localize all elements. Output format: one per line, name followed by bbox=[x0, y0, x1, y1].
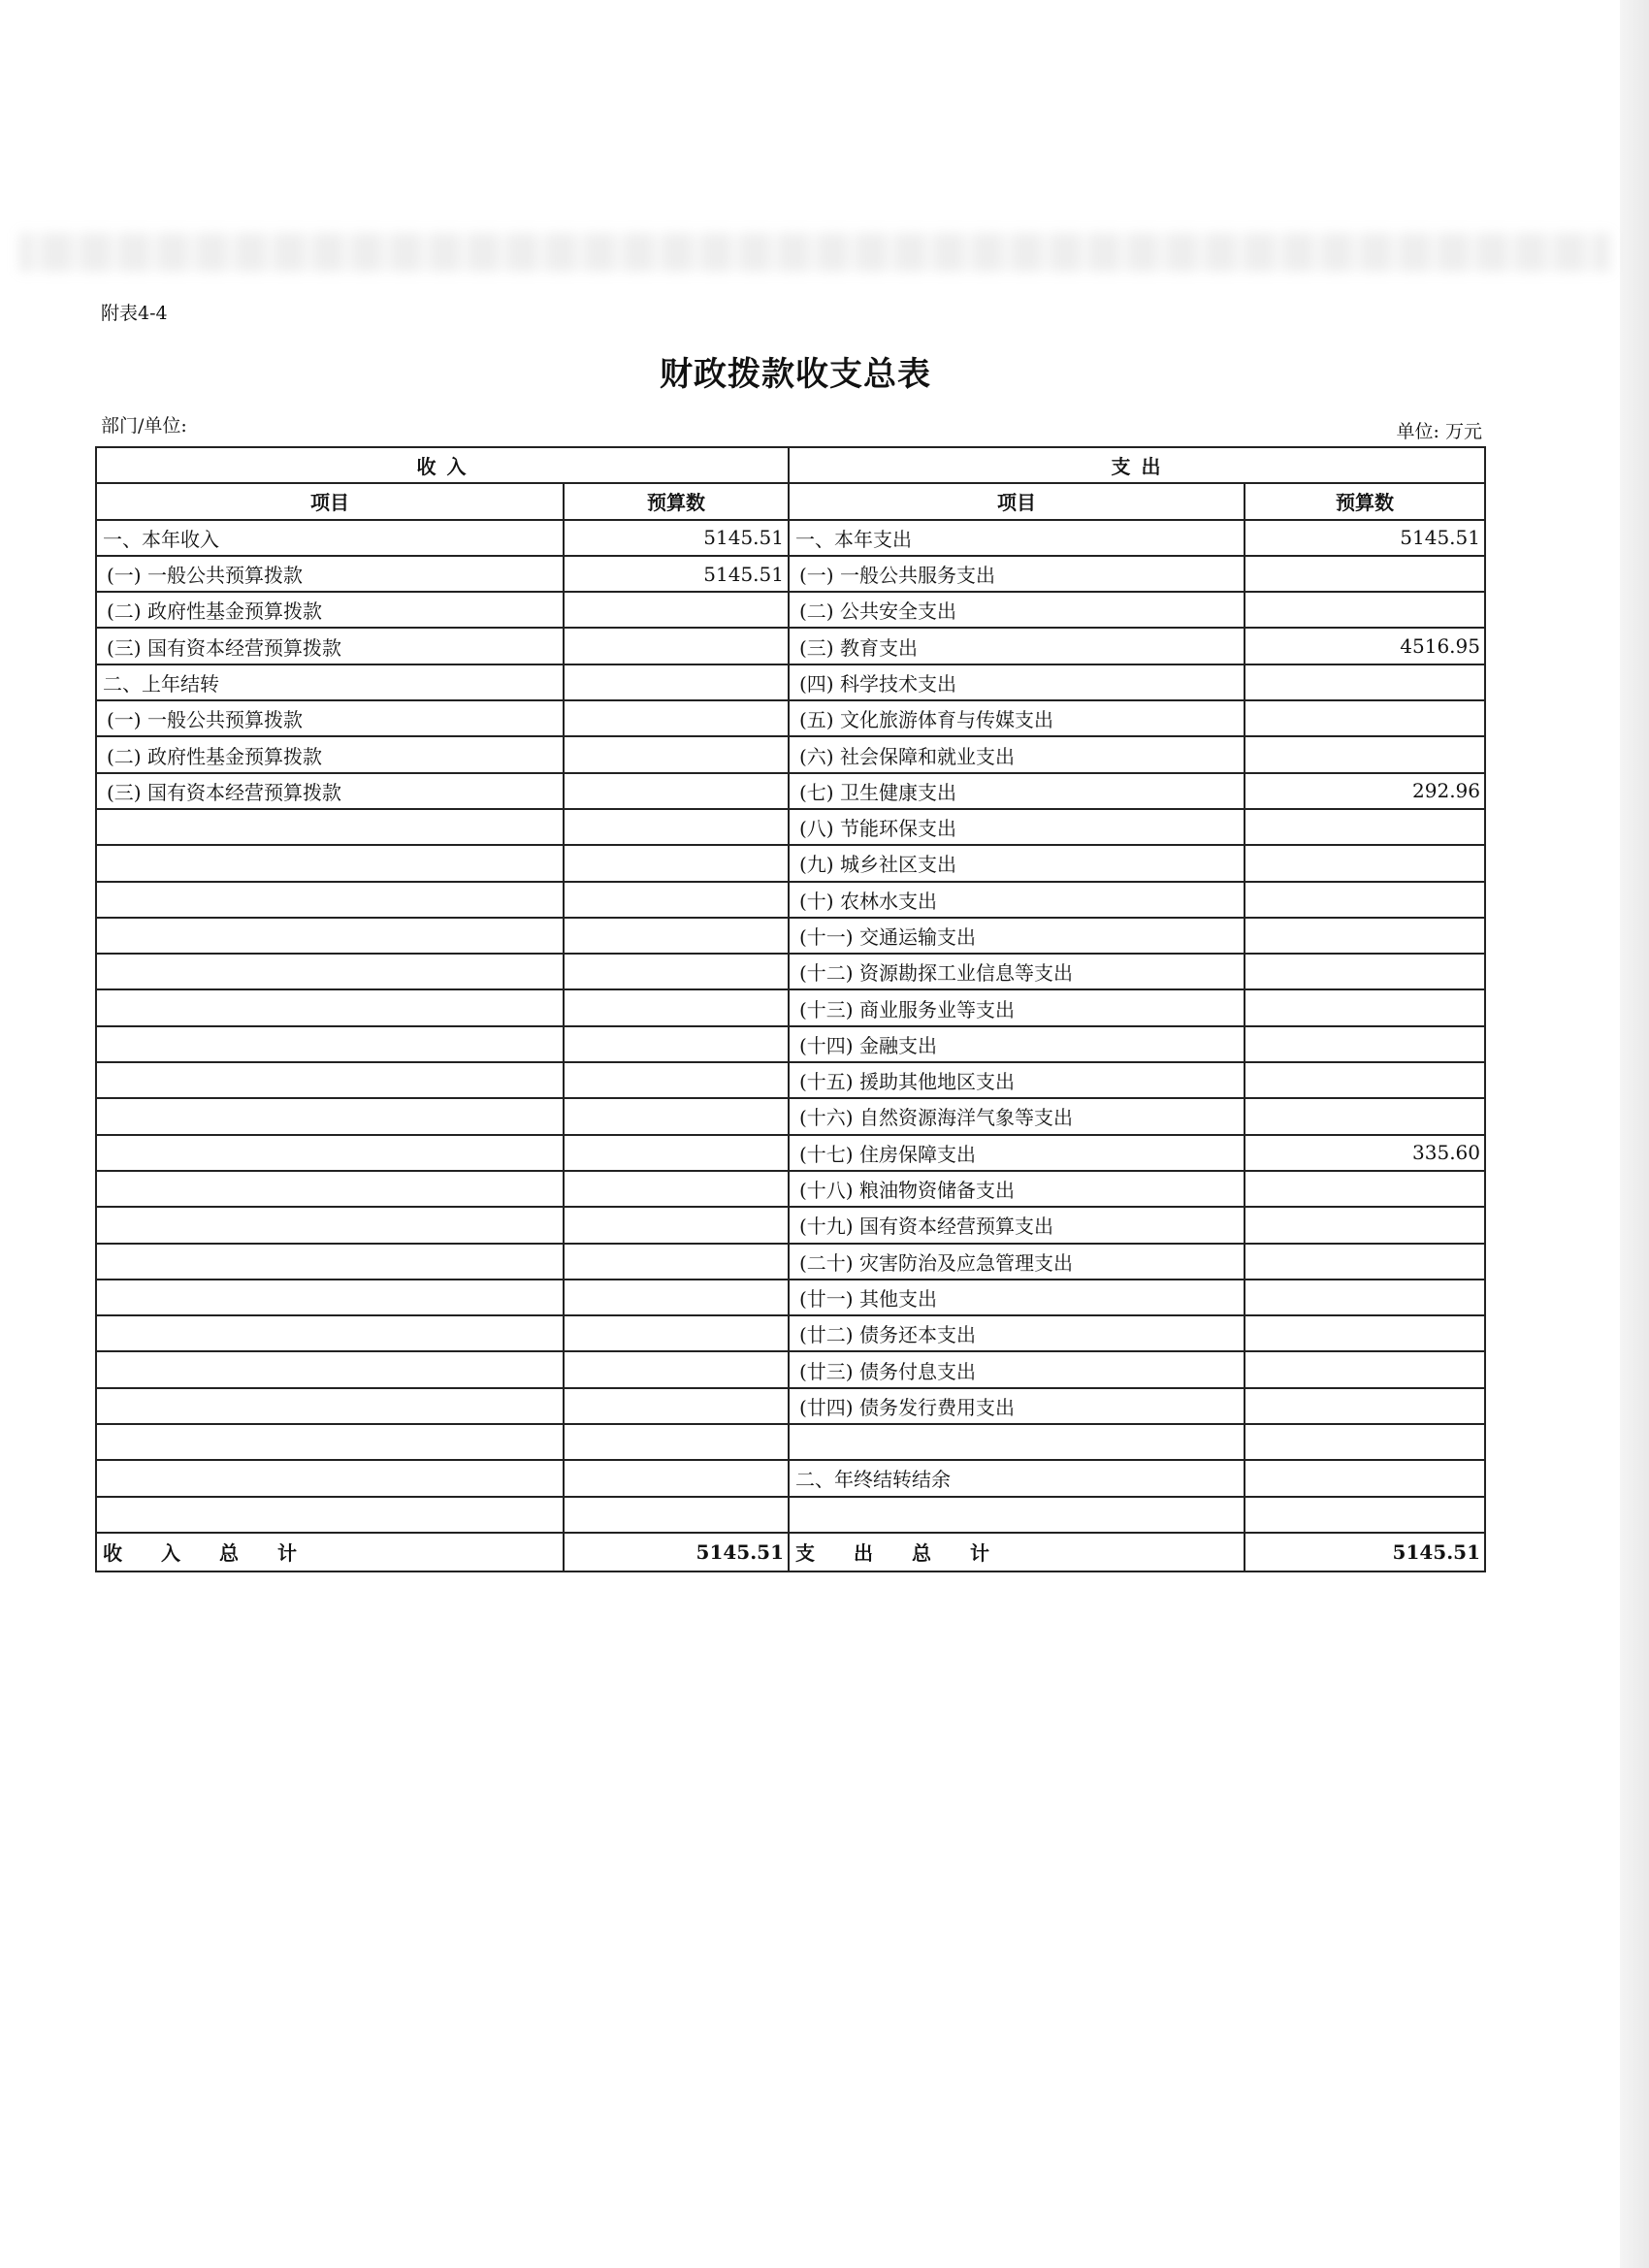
expense-item-cell: (三) 教育支出 bbox=[789, 628, 1245, 664]
income-value-cell bbox=[564, 1388, 789, 1424]
expense-item-cell: (二十) 灾害防治及应急管理支出 bbox=[789, 1244, 1245, 1280]
expense-value-cell bbox=[1245, 736, 1485, 772]
income-total-label-char: 收 bbox=[103, 1541, 122, 1566]
table-row bbox=[96, 736, 1485, 772]
income-item-cell bbox=[96, 1497, 564, 1533]
table-row bbox=[96, 989, 1485, 1025]
expense-item-cell: (廿一) 其他支出 bbox=[789, 1280, 1245, 1315]
annex-label: 附表4-4 bbox=[101, 303, 168, 324]
budget-table bbox=[95, 446, 1486, 1572]
income-item-cell: (一) 一般公共预算拨款 bbox=[96, 700, 564, 736]
income-value-cell bbox=[564, 954, 789, 989]
expense-section-header: 支 出 bbox=[789, 447, 1485, 483]
expense-item-cell: (二) 公共安全支出 bbox=[789, 592, 1245, 628]
expense-item-cell: (十六) 自然资源海洋气象等支出 bbox=[789, 1098, 1245, 1134]
expense-value-cell bbox=[1245, 1207, 1485, 1243]
expense-item-cell: (八) 节能环保支出 bbox=[789, 809, 1245, 845]
income-value-cell bbox=[564, 1062, 789, 1098]
income-value-cell bbox=[564, 1207, 789, 1243]
expense-value-cell: 5145.51 bbox=[1245, 520, 1485, 556]
table-row bbox=[96, 1351, 1485, 1387]
expense-value-cell bbox=[1245, 664, 1485, 700]
show-through-bleed bbox=[19, 233, 1610, 272]
expense-item-cell: (十一) 交通运输支出 bbox=[789, 918, 1245, 954]
table-row bbox=[96, 954, 1485, 989]
income-value-cell bbox=[564, 736, 789, 772]
income-value-cell bbox=[564, 628, 789, 664]
income-total-value: 5145.51 bbox=[564, 1533, 789, 1571]
scan-edge-shadow bbox=[1620, 0, 1649, 2268]
expense-item-cell: (五) 文化旅游体育与传媒支出 bbox=[789, 700, 1245, 736]
income-value-cell bbox=[564, 1135, 789, 1171]
income-item-cell bbox=[96, 1098, 564, 1134]
income-value-cell bbox=[564, 592, 789, 628]
income-value-cell bbox=[564, 700, 789, 736]
expense-value-cell bbox=[1245, 1280, 1485, 1315]
expense-total-value: 5145.51 bbox=[1245, 1533, 1485, 1571]
expense-item-cell: (十九) 国有资本经营预算支出 bbox=[789, 1207, 1245, 1243]
table-row bbox=[96, 700, 1485, 736]
income-value-cell: 5145.51 bbox=[564, 556, 789, 592]
table-row bbox=[96, 1135, 1485, 1171]
expense-item-cell: (十三) 商业服务业等支出 bbox=[789, 989, 1245, 1025]
page-title: 财政拨款收支总表 bbox=[660, 355, 931, 394]
income-item-cell bbox=[96, 882, 564, 918]
expense-value-cell bbox=[1245, 1244, 1485, 1280]
income-value-cell bbox=[564, 1026, 789, 1062]
expense-value-cell bbox=[1245, 809, 1485, 845]
table-row bbox=[96, 809, 1485, 845]
expense-item-cell: (十) 农林水支出 bbox=[789, 882, 1245, 918]
expense-value-cell bbox=[1245, 1497, 1485, 1533]
expense-value-cell: 335.60 bbox=[1245, 1135, 1485, 1171]
income-item-cell bbox=[96, 1062, 564, 1098]
income-item-cell bbox=[96, 1424, 564, 1460]
table-row bbox=[96, 1460, 1485, 1496]
totals-row bbox=[96, 1533, 1485, 1571]
expense-item-column-header: 项目 bbox=[789, 483, 1245, 519]
table-row bbox=[96, 1424, 1485, 1460]
income-value-cell bbox=[564, 845, 789, 881]
income-item-cell bbox=[96, 1244, 564, 1280]
income-total-label-char: 总 bbox=[219, 1541, 239, 1566]
expense-value-cell bbox=[1245, 700, 1485, 736]
table-row bbox=[96, 1388, 1485, 1424]
table-row bbox=[96, 882, 1485, 918]
income-item-cell bbox=[96, 1315, 564, 1351]
table-row bbox=[96, 1062, 1485, 1098]
table-row bbox=[96, 845, 1485, 881]
expense-item-cell: (七) 卫生健康支出 bbox=[789, 773, 1245, 809]
table-row bbox=[96, 1315, 1485, 1351]
table-row bbox=[96, 918, 1485, 954]
expense-item-cell: (廿四) 债务发行费用支出 bbox=[789, 1388, 1245, 1424]
income-value-cell bbox=[564, 1460, 789, 1496]
income-item-cell bbox=[96, 954, 564, 989]
expense-value-cell: 4516.95 bbox=[1245, 628, 1485, 664]
income-value-cell bbox=[564, 882, 789, 918]
income-item-cell bbox=[96, 989, 564, 1025]
expense-item-cell: (十二) 资源勘探工业信息等支出 bbox=[789, 954, 1245, 989]
income-value-cell: 5145.51 bbox=[564, 520, 789, 556]
income-total-label-char: 计 bbox=[277, 1541, 297, 1566]
income-value-cell bbox=[564, 1315, 789, 1351]
income-value-cell bbox=[564, 989, 789, 1025]
expense-item-cell: (十五) 援助其他地区支出 bbox=[789, 1062, 1245, 1098]
expense-total-label bbox=[789, 1533, 1245, 1571]
income-item-cell bbox=[96, 1388, 564, 1424]
income-item-cell: (三) 国有资本经营预算拨款 bbox=[96, 628, 564, 664]
income-item-cell bbox=[96, 1026, 564, 1062]
table-row bbox=[96, 1244, 1485, 1280]
expense-value-cell bbox=[1245, 1315, 1485, 1351]
table-row bbox=[96, 1207, 1485, 1243]
unit-label: 单位: 万元 bbox=[1396, 421, 1482, 442]
section-header-row bbox=[96, 447, 1485, 483]
expense-value-cell bbox=[1245, 882, 1485, 918]
expense-value-cell bbox=[1245, 1098, 1485, 1134]
expense-item-cell: (廿二) 债务还本支出 bbox=[789, 1315, 1245, 1351]
table-row bbox=[96, 1171, 1485, 1207]
income-item-cell bbox=[96, 1460, 564, 1496]
expense-value-cell bbox=[1245, 556, 1485, 592]
income-value-cell bbox=[564, 1244, 789, 1280]
expense-value-cell: 292.96 bbox=[1245, 773, 1485, 809]
income-value-cell bbox=[564, 1098, 789, 1134]
income-value-cell bbox=[564, 809, 789, 845]
table-row bbox=[96, 1280, 1485, 1315]
expense-item-cell: (六) 社会保障和就业支出 bbox=[789, 736, 1245, 772]
column-header-row bbox=[96, 483, 1485, 519]
income-section-header: 收 入 bbox=[96, 447, 789, 483]
income-item-cell: 二、上年结转 bbox=[96, 664, 564, 700]
table-row bbox=[96, 773, 1485, 809]
expense-item-cell: 一、本年支出 bbox=[789, 520, 1245, 556]
income-value-cell bbox=[564, 664, 789, 700]
income-item-cell bbox=[96, 1135, 564, 1171]
expense-item-cell: 二、年终结转结余 bbox=[789, 1460, 1245, 1496]
table-row bbox=[96, 1098, 1485, 1134]
income-item-cell: (三) 国有资本经营预算拨款 bbox=[96, 773, 564, 809]
expense-item-cell: (廿三) 债务付息支出 bbox=[789, 1351, 1245, 1387]
table-row bbox=[96, 1026, 1485, 1062]
expense-value-cell bbox=[1245, 1388, 1485, 1424]
income-item-cell bbox=[96, 918, 564, 954]
income-item-cell bbox=[96, 1207, 564, 1243]
expense-value-cell bbox=[1245, 1026, 1485, 1062]
expense-value-cell bbox=[1245, 1171, 1485, 1207]
income-value-cell bbox=[564, 918, 789, 954]
income-item-cell bbox=[96, 809, 564, 845]
expense-item-cell: (十八) 粮油物资储备支出 bbox=[789, 1171, 1245, 1207]
income-total-label bbox=[96, 1533, 564, 1571]
income-value-cell bbox=[564, 1424, 789, 1460]
expense-value-cell bbox=[1245, 845, 1485, 881]
expense-item-cell: (九) 城乡社区支出 bbox=[789, 845, 1245, 881]
expense-value-cell bbox=[1245, 989, 1485, 1025]
expense-value-cell bbox=[1245, 954, 1485, 989]
expense-total-label-char: 总 bbox=[912, 1541, 931, 1566]
income-item-cell bbox=[96, 845, 564, 881]
expense-value-cell bbox=[1245, 1062, 1485, 1098]
income-item-cell: (二) 政府性基金预算拨款 bbox=[96, 736, 564, 772]
income-value-cell bbox=[564, 1280, 789, 1315]
table-row bbox=[96, 1497, 1485, 1533]
table-row bbox=[96, 520, 1485, 556]
expense-item-cell: (十七) 住房保障支出 bbox=[789, 1135, 1245, 1171]
income-total-label-char: 入 bbox=[161, 1541, 180, 1566]
expense-budget-column-header: 预算数 bbox=[1245, 483, 1485, 519]
expense-value-cell bbox=[1245, 918, 1485, 954]
table-row bbox=[96, 556, 1485, 592]
income-value-cell bbox=[564, 1497, 789, 1533]
table-row bbox=[96, 628, 1485, 664]
expense-value-cell bbox=[1245, 592, 1485, 628]
income-item-column-header: 项目 bbox=[96, 483, 564, 519]
table-row bbox=[96, 592, 1485, 628]
income-item-cell: 一、本年收入 bbox=[96, 520, 564, 556]
income-value-cell bbox=[564, 773, 789, 809]
expense-value-cell bbox=[1245, 1460, 1485, 1496]
expense-total-label-char: 出 bbox=[854, 1541, 873, 1566]
income-item-cell: (一) 一般公共预算拨款 bbox=[96, 556, 564, 592]
income-item-cell bbox=[96, 1171, 564, 1207]
expense-item-cell: (四) 科学技术支出 bbox=[789, 664, 1245, 700]
expense-value-cell bbox=[1245, 1424, 1485, 1460]
expense-total-label-char: 计 bbox=[970, 1541, 989, 1566]
income-value-cell bbox=[564, 1351, 789, 1387]
income-budget-column-header: 预算数 bbox=[564, 483, 789, 519]
expense-value-cell bbox=[1245, 1351, 1485, 1387]
expense-item-cell bbox=[789, 1424, 1245, 1460]
income-item-cell: (二) 政府性基金预算拨款 bbox=[96, 592, 564, 628]
income-item-cell bbox=[96, 1280, 564, 1315]
department-label: 部门/单位: bbox=[101, 415, 187, 437]
expense-total-label-char: 支 bbox=[795, 1541, 815, 1566]
income-item-cell bbox=[96, 1351, 564, 1387]
expense-item-cell bbox=[789, 1497, 1245, 1533]
expense-item-cell: (十四) 金融支出 bbox=[789, 1026, 1245, 1062]
income-value-cell bbox=[564, 1171, 789, 1207]
table-row bbox=[96, 664, 1485, 700]
expense-item-cell: (一) 一般公共服务支出 bbox=[789, 556, 1245, 592]
budget-table-body bbox=[96, 447, 1485, 1571]
